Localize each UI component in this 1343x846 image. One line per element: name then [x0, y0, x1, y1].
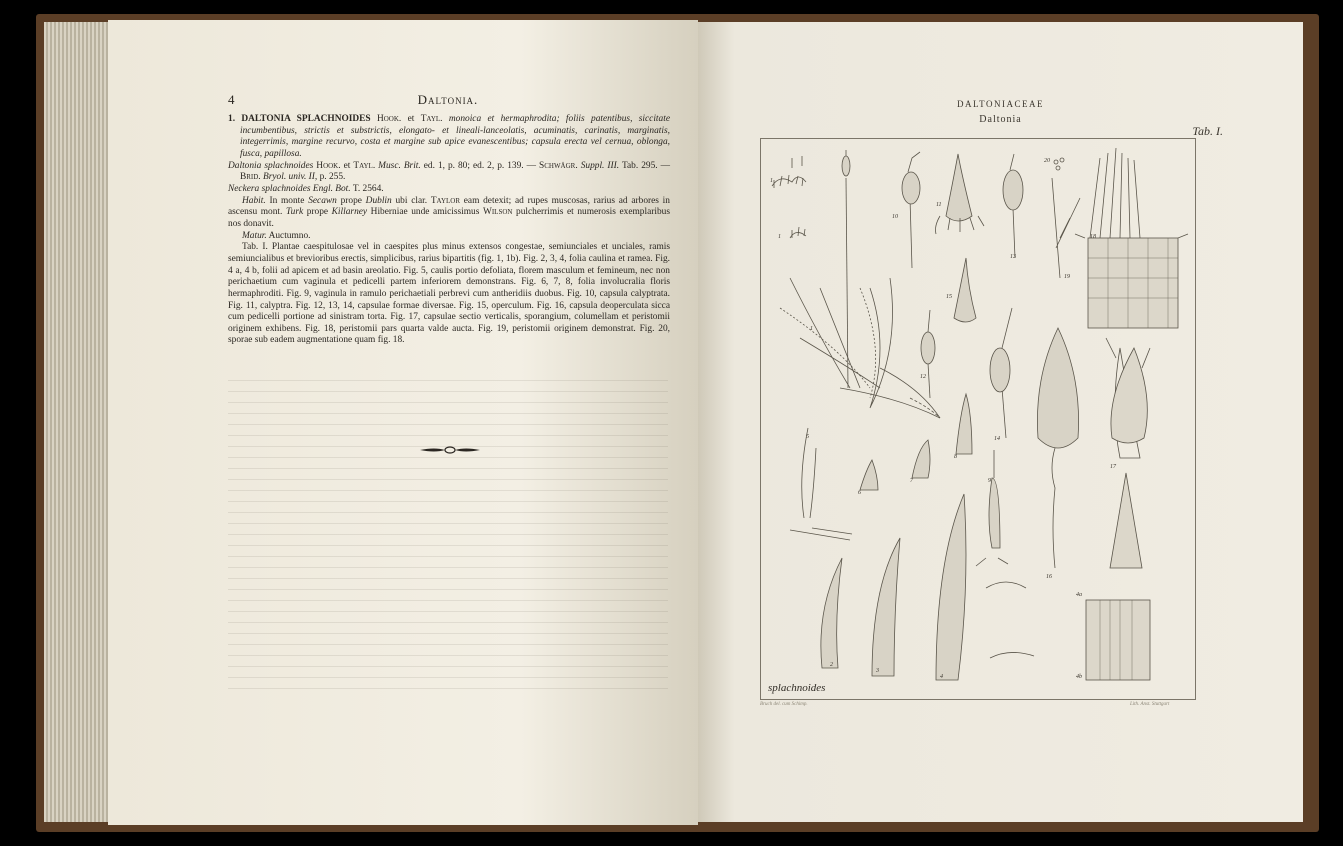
text-run: Killarney	[331, 207, 368, 218]
figure-number: 2	[830, 662, 833, 668]
fig-19	[1052, 178, 1080, 278]
paragraph-4	[228, 196, 670, 231]
text-run: Turk	[285, 207, 304, 218]
fig-5	[790, 428, 852, 540]
page-number: 4	[228, 92, 235, 107]
text-run: Wilson	[482, 207, 513, 218]
fig-6	[860, 460, 878, 490]
fig-3	[872, 538, 900, 676]
plate-genus: Daltonia	[979, 114, 1022, 125]
figure-number: 16	[1046, 574, 1052, 580]
text-run: Taylor	[430, 195, 461, 206]
fig-8	[956, 394, 972, 454]
figure-number: 3	[876, 668, 879, 674]
show-through-text	[228, 380, 668, 690]
fig-13	[1003, 154, 1023, 258]
paragraph-6	[228, 242, 670, 347]
text-run: In monte	[265, 195, 309, 206]
figure-number: 17	[1110, 464, 1116, 470]
figure-number: 5	[806, 434, 809, 440]
text-run: Brid.	[240, 172, 261, 183]
figure-number: 18	[1090, 234, 1096, 240]
figure-number: 14	[994, 436, 1000, 442]
text-run: ubi clar.	[391, 195, 431, 206]
text-run: Neckera splachnoides Engl. Bot.	[228, 183, 351, 194]
text-run: Auctumno.	[266, 230, 311, 241]
figure-number: 11	[936, 202, 942, 208]
figure-number: 1	[778, 234, 781, 240]
figure-number: 12	[920, 374, 926, 380]
text-run: Tab. I. Plantae caespitulosae vel in caespites plus minus extensos congestae, semiunciales et unciales, ramis semiuncialibus et brevioribus erectis, simplicibus, rarius bipartitis (fig. 1, 1b). Fig. 2, 3, 4, folia caulina et ramea. Fig. 4 a, 4 b, folii ad apicem et ad basin areolatio. Fig. 5, caulis portio defoliata, florem masculum et femineum, nec non perichaetium cum vaginula et pedicelli partem inferiorem demonstrans. Fig. 6, 7, 8, folia involucralia floris hermaphroditi. Fig. 9, vaginula in ramulo perichaetiali perbrevi cum antheridiis duobus. Fig. 10, capsula calyptrata. Fig. 11, calyptra. Fig. 12, 13, 14, capsulae formae diversae. Fig. 15, operculum. Fig. 16, capsula deoperculata sicca cum pedicelli portione ad sinistram torta. Fig. 17, capsulae sectio verticalis, sporangium, columellam et peristomii originem exhibens. Fig. 18, peristomii pars quarta valde aucta. Fig. 19, peristomii originem demonstrat. Fig. 20, sporae sub eadem augmentatione quam fig. 18.	[228, 242, 670, 346]
fig-1-tufts	[772, 156, 806, 238]
text-run: Bryol. univ. II,	[263, 172, 318, 183]
paragraph-5	[228, 231, 670, 243]
fig-9	[976, 450, 1008, 566]
figure-number: 20	[1044, 158, 1050, 164]
running-title: Daltonia.	[417, 92, 479, 107]
figure-number: 4	[940, 674, 943, 680]
paragraph-3	[228, 184, 670, 196]
figure-number: 13	[1010, 254, 1016, 260]
paragraph-1	[228, 114, 670, 161]
figure-number: 9	[988, 478, 991, 484]
credit-left: Bruch del. cum Schimp.	[760, 702, 808, 707]
text-run: 1. DALTONIA SPLACHNOIDES	[228, 114, 377, 124]
text-run: Schwägr.	[539, 160, 578, 171]
ornament-divider	[420, 446, 480, 454]
fig-4b	[1086, 600, 1150, 680]
figure-number: 8	[954, 454, 957, 460]
text-run: et	[340, 160, 354, 171]
figure-number: 15	[946, 294, 952, 300]
text-run: Secawn	[308, 195, 337, 206]
text-run: T. 2564.	[350, 183, 384, 194]
fig-11	[936, 154, 985, 234]
text-run: Hook.	[316, 160, 341, 171]
fig-12	[921, 310, 935, 398]
fig-16	[1037, 328, 1078, 568]
text-run: prope	[303, 207, 332, 218]
figure-number: 4b	[1076, 674, 1082, 680]
species-description	[228, 114, 670, 347]
text-run: Suppl. III.	[580, 160, 620, 171]
fig-15	[954, 258, 976, 322]
figure-number: 1	[810, 326, 813, 332]
paragraph-2	[228, 161, 670, 184]
text-run: Hiberniae unde amicissimus	[367, 207, 483, 218]
figure-number: 4a	[1076, 592, 1082, 598]
plate-tab-number: Tab. I.	[1192, 124, 1223, 138]
fig-2	[821, 558, 842, 668]
text-run: p. 255.	[317, 172, 346, 183]
botanical-plate	[760, 138, 1194, 698]
text-run: eam detexit; ad rupes muscosas, rarius ad arbores in ascensu mont.	[228, 195, 670, 218]
fig-17	[1106, 338, 1150, 458]
fig-10	[902, 152, 920, 268]
antheridia	[986, 582, 1034, 658]
figure-number: 10	[892, 214, 898, 220]
fig-20-spores	[1054, 158, 1064, 170]
figure-number: 1	[770, 178, 773, 184]
running-head	[228, 92, 668, 110]
credit-right: Lith. Anst. Stuttgart	[1130, 702, 1170, 707]
text-run: Habit.	[242, 195, 266, 206]
plate-family: DALTONIACEAE	[957, 99, 1044, 109]
fig-4	[936, 494, 966, 680]
text-run: Musc. Brit.	[378, 160, 421, 171]
text-run: Dublin	[365, 195, 392, 206]
text-run: pulcherrimis et numerosis exemplaribus nos donavit.	[228, 207, 670, 229]
text-run: monoica et hermaphrodita; foliis patentibus, siccitate incumbentibus, strictis et substrictis, elongato- et lineali-lanceolatis, acuminatis, carinatis, marginatis, integerrimis, margine recurvo, costa et margine sub apice evanescentibus; capsula erecta vel cernua, oblonga, fusca, papillosa.	[240, 114, 670, 159]
fig-4a	[1110, 473, 1142, 568]
text-run: prope	[336, 195, 366, 206]
text-run: Daltonia splachnoides	[228, 160, 314, 171]
figure-number: 19	[1064, 274, 1070, 280]
plate-species-label: splachnoides	[768, 682, 826, 694]
text-run: ed. 1, p. 80; ed. 2, p. 139. —	[420, 160, 540, 171]
text-run: Hook.	[376, 114, 402, 124]
text-run: Tayl.	[353, 160, 376, 171]
text-run: Tab. 295. —	[619, 160, 670, 171]
figure-number: 6	[858, 490, 861, 496]
text-run: et	[401, 114, 421, 124]
text-run: Matur.	[242, 230, 267, 241]
text-run: Tayl.	[420, 114, 443, 124]
figure-number: 7	[910, 478, 913, 484]
fig-7	[912, 440, 930, 478]
fig-14	[990, 308, 1012, 438]
